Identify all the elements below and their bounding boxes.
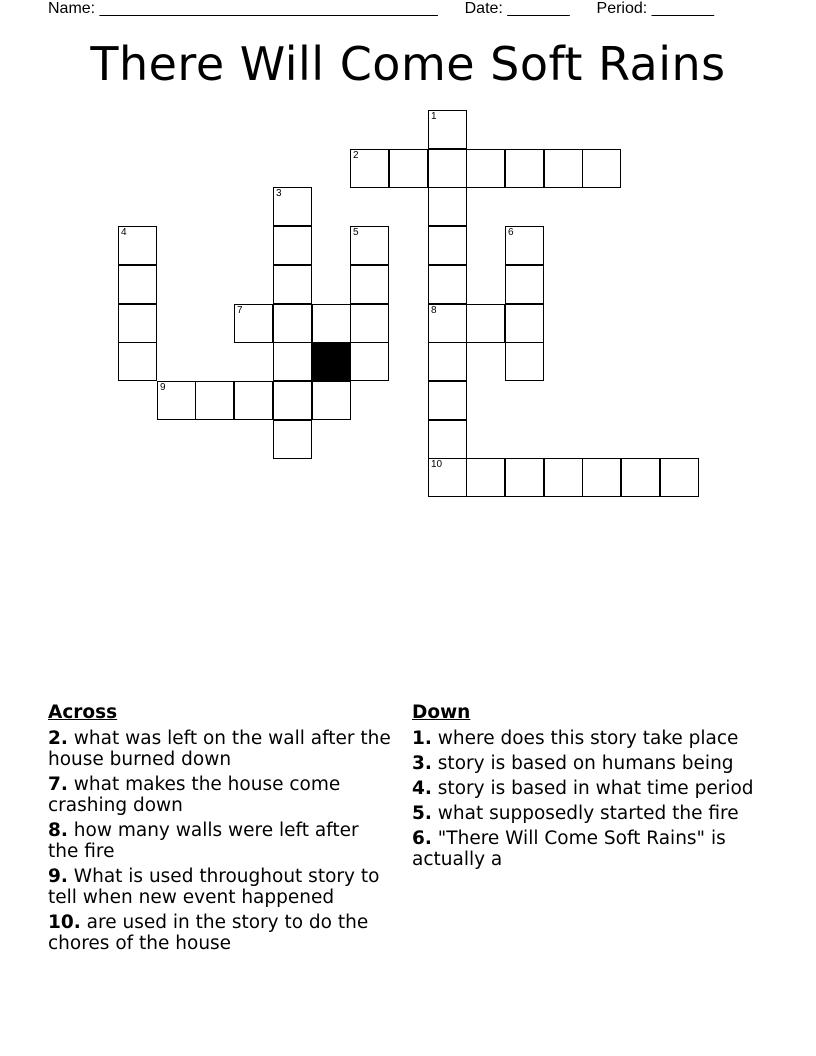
grid-cell[interactable] xyxy=(195,381,234,420)
grid-cell[interactable] xyxy=(350,226,389,265)
clue-item-number: 8. xyxy=(48,820,68,841)
clue-number: 5 xyxy=(353,227,359,238)
grid-cell[interactable] xyxy=(273,226,312,265)
clue-item-text: are used in the story to do the chores of the house xyxy=(48,912,369,954)
period-label: Period: xyxy=(596,0,648,17)
clue-item-text: where does this story take place xyxy=(437,728,739,749)
grid-cell[interactable] xyxy=(234,304,273,343)
black-square xyxy=(312,342,351,381)
clue-item-number: 3. xyxy=(412,753,432,774)
grid-cell[interactable] xyxy=(273,342,312,381)
clue-number: 8 xyxy=(431,305,437,316)
grid-cell[interactable] xyxy=(582,458,621,497)
crossword-grid xyxy=(0,0,816,520)
clue-item-text: "There Will Come Soft Rains" is actually a xyxy=(412,828,726,870)
grid-cell[interactable] xyxy=(544,149,583,188)
grid-cell[interactable] xyxy=(350,149,389,188)
grid-cell[interactable] xyxy=(428,149,467,188)
grid-cell[interactable] xyxy=(466,149,505,188)
date-blank[interactable]: _______ xyxy=(507,0,570,17)
grid-cell[interactable] xyxy=(428,458,467,497)
grid-cell[interactable] xyxy=(312,304,351,343)
grid-cell[interactable] xyxy=(273,265,312,304)
clue-item xyxy=(48,774,393,816)
grid-cell[interactable] xyxy=(350,265,389,304)
clue-item-number: 7. xyxy=(48,774,68,795)
clue-item xyxy=(48,912,393,954)
grid-cell[interactable] xyxy=(505,265,544,304)
date-label: Date: xyxy=(464,0,503,17)
grid-cell[interactable] xyxy=(544,458,583,497)
grid-cell[interactable] xyxy=(157,381,196,420)
clue-item-text: what was left on the wall after the house burned down xyxy=(48,728,391,770)
clue-item xyxy=(412,803,757,824)
clue-item-number: 5. xyxy=(412,803,432,824)
grid-cell[interactable] xyxy=(389,149,428,188)
clue-item xyxy=(48,728,393,770)
grid-cell[interactable] xyxy=(350,342,389,381)
grid-cell[interactable] xyxy=(466,458,505,497)
grid-cell[interactable] xyxy=(505,458,544,497)
clue-number: 7 xyxy=(237,305,243,316)
grid-cell[interactable] xyxy=(505,149,544,188)
clue-item-text: What is used throughout story to tell when new event happened xyxy=(48,866,380,908)
grid-cell[interactable] xyxy=(428,304,467,343)
grid-cell[interactable] xyxy=(428,420,467,459)
clue-number: 9 xyxy=(160,382,166,393)
clue-number: 1 xyxy=(431,111,437,122)
grid-cell[interactable] xyxy=(428,381,467,420)
grid-cell[interactable] xyxy=(505,342,544,381)
clue-item-number: 2. xyxy=(48,728,68,749)
clue-number: 4 xyxy=(121,227,127,238)
grid-cell[interactable] xyxy=(234,381,273,420)
clue-number: 10 xyxy=(431,459,443,470)
grid-cell[interactable] xyxy=(273,304,312,343)
clue-number: 6 xyxy=(508,227,514,238)
grid-cell[interactable] xyxy=(428,342,467,381)
across-clues xyxy=(48,702,393,958)
grid-cell[interactable] xyxy=(621,458,660,497)
clue-item-number: 1. xyxy=(412,728,432,749)
clue-item-text: what supposedly started the fire xyxy=(437,803,739,824)
grid-cell[interactable] xyxy=(118,342,157,381)
grid-cell[interactable] xyxy=(273,381,312,420)
down-heading: Down xyxy=(412,702,471,723)
page-title: There Will Come Soft Rains xyxy=(90,37,726,91)
clue-item-text: what makes the house come crashing down xyxy=(48,774,341,816)
grid-cell[interactable] xyxy=(428,110,467,149)
clue-item-text: how many walls were left after the fire xyxy=(48,820,359,862)
clue-item-number: 10. xyxy=(48,912,81,933)
name-blank[interactable]: ______________________________________ xyxy=(99,0,438,17)
grid-cell[interactable] xyxy=(350,304,389,343)
grid-cell[interactable] xyxy=(582,149,621,188)
clue-item-number: 4. xyxy=(412,778,432,799)
clue-item xyxy=(48,866,393,908)
grid-cell[interactable] xyxy=(273,420,312,459)
grid-cell[interactable] xyxy=(466,304,505,343)
clue-item-number: 9. xyxy=(48,866,68,887)
grid-cell[interactable] xyxy=(505,226,544,265)
grid-cell[interactable] xyxy=(118,304,157,343)
name-label: Name: xyxy=(48,0,96,17)
clue-item-text: story is based in what time period xyxy=(437,778,754,799)
grid-cell[interactable] xyxy=(428,265,467,304)
grid-cell[interactable] xyxy=(505,304,544,343)
clue-item xyxy=(412,728,757,749)
clue-number: 3 xyxy=(276,188,282,199)
clue-item xyxy=(412,828,757,870)
grid-cell[interactable] xyxy=(660,458,699,497)
grid-cell[interactable] xyxy=(428,187,467,226)
grid-cell[interactable] xyxy=(273,187,312,226)
clue-item xyxy=(412,753,757,774)
grid-cell[interactable] xyxy=(428,226,467,265)
clue-item xyxy=(48,820,393,862)
across-heading: Across xyxy=(48,702,118,723)
down-clue-list xyxy=(412,728,757,870)
grid-cell[interactable] xyxy=(312,381,351,420)
down-clues xyxy=(412,702,757,874)
clue-item xyxy=(412,778,757,799)
clue-item-text: story is based on humans being xyxy=(437,753,734,774)
across-clue-list xyxy=(48,728,393,954)
clue-number: 2 xyxy=(353,150,359,161)
clue-item-number: 6. xyxy=(412,828,432,849)
grid-cell[interactable] xyxy=(118,226,157,265)
period-blank[interactable]: _______ xyxy=(651,0,714,17)
grid-cell[interactable] xyxy=(118,265,157,304)
